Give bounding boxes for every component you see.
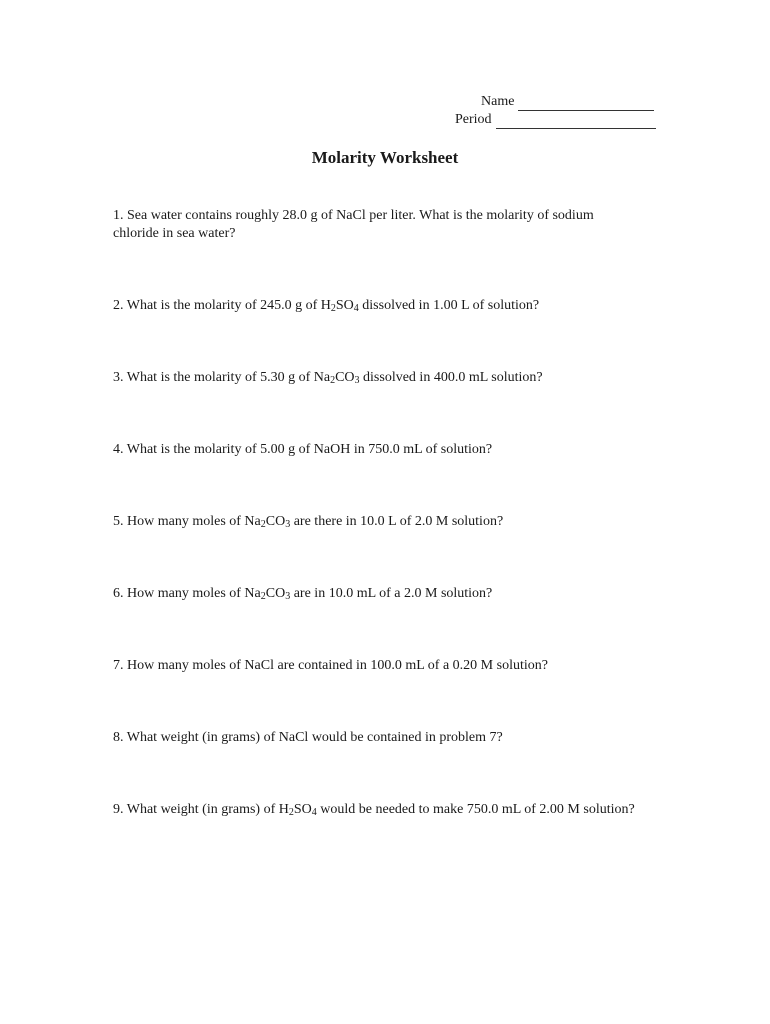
question-text: SO	[335, 298, 354, 313]
subscript: 3	[285, 519, 291, 530]
subscript: 2	[330, 303, 336, 314]
name-field	[481, 93, 654, 111]
question-text: are there in 10.0 L of 2.0 M solution?	[290, 514, 504, 529]
question-number: 2.	[113, 298, 124, 313]
subscript: 4	[311, 807, 317, 818]
subscript: 4	[353, 303, 359, 314]
period-label: Period	[455, 112, 492, 127]
period-blank-line[interactable]	[496, 114, 656, 129]
question-number: 7.	[113, 658, 124, 673]
name-label: Name	[481, 94, 515, 109]
question-text: CO	[265, 586, 286, 601]
question-text: would be needed to make 750.0 mL of 2.00 M solution?	[316, 802, 635, 817]
question-text: are in 10.0 mL of a 2.0 M solution?	[290, 586, 493, 601]
subscript: 3	[354, 375, 360, 386]
question-text: dissolved in 400.0 mL solution?	[359, 370, 543, 385]
subscript: 2	[260, 519, 266, 530]
question-text: How many moles of Na	[127, 514, 261, 529]
question-text: dissolved in 1.00 L of solution?	[358, 298, 540, 313]
question-text: What is the molarity of 5.00 g of NaOH in 750.0 mL of solution?	[126, 442, 493, 457]
question-6	[113, 585, 643, 603]
question-9	[113, 801, 643, 819]
question-text: CO	[335, 370, 355, 385]
question-1	[113, 207, 643, 243]
question-number: 3.	[113, 370, 124, 385]
question-number: 5.	[113, 514, 124, 529]
question-text: SO	[293, 802, 312, 817]
question-text: What is the molarity of 5.30 g of Na	[126, 370, 331, 385]
question-8	[113, 729, 643, 747]
question-4	[113, 441, 643, 459]
question-text: What is the molarity of 245.0 g of H	[126, 298, 331, 313]
name-blank-line[interactable]	[518, 96, 654, 111]
question-text: How many moles of Na	[127, 586, 261, 601]
subscript: 2	[330, 375, 336, 386]
period-field	[455, 111, 656, 129]
worksheet-title: Molarity Worksheet	[311, 148, 459, 167]
question-number: 9.	[113, 802, 124, 817]
question-text: What weight (in grams) of NaCl would be contained in problem 7?	[126, 730, 503, 745]
question-number: 4.	[113, 442, 124, 457]
question-2	[113, 297, 643, 315]
subscript: 2	[260, 591, 266, 602]
question-text: What weight (in grams) of H	[126, 802, 289, 817]
subscript: 2	[288, 807, 294, 818]
question-text: CO	[265, 514, 286, 529]
question-number: 1.	[113, 208, 124, 223]
question-7	[113, 657, 643, 675]
question-text: Sea water contains roughly 28.0 g of NaCl per liter. What is the molarity of sodium chloride in sea water?	[113, 208, 594, 241]
question-5	[113, 513, 643, 531]
subscript: 3	[285, 591, 291, 602]
question-number: 6.	[113, 586, 124, 601]
question-text: How many moles of NaCl are contained in 100.0 mL of a 0.20 M solution?	[127, 658, 548, 673]
question-3	[113, 369, 643, 387]
question-number: 8.	[113, 730, 124, 745]
